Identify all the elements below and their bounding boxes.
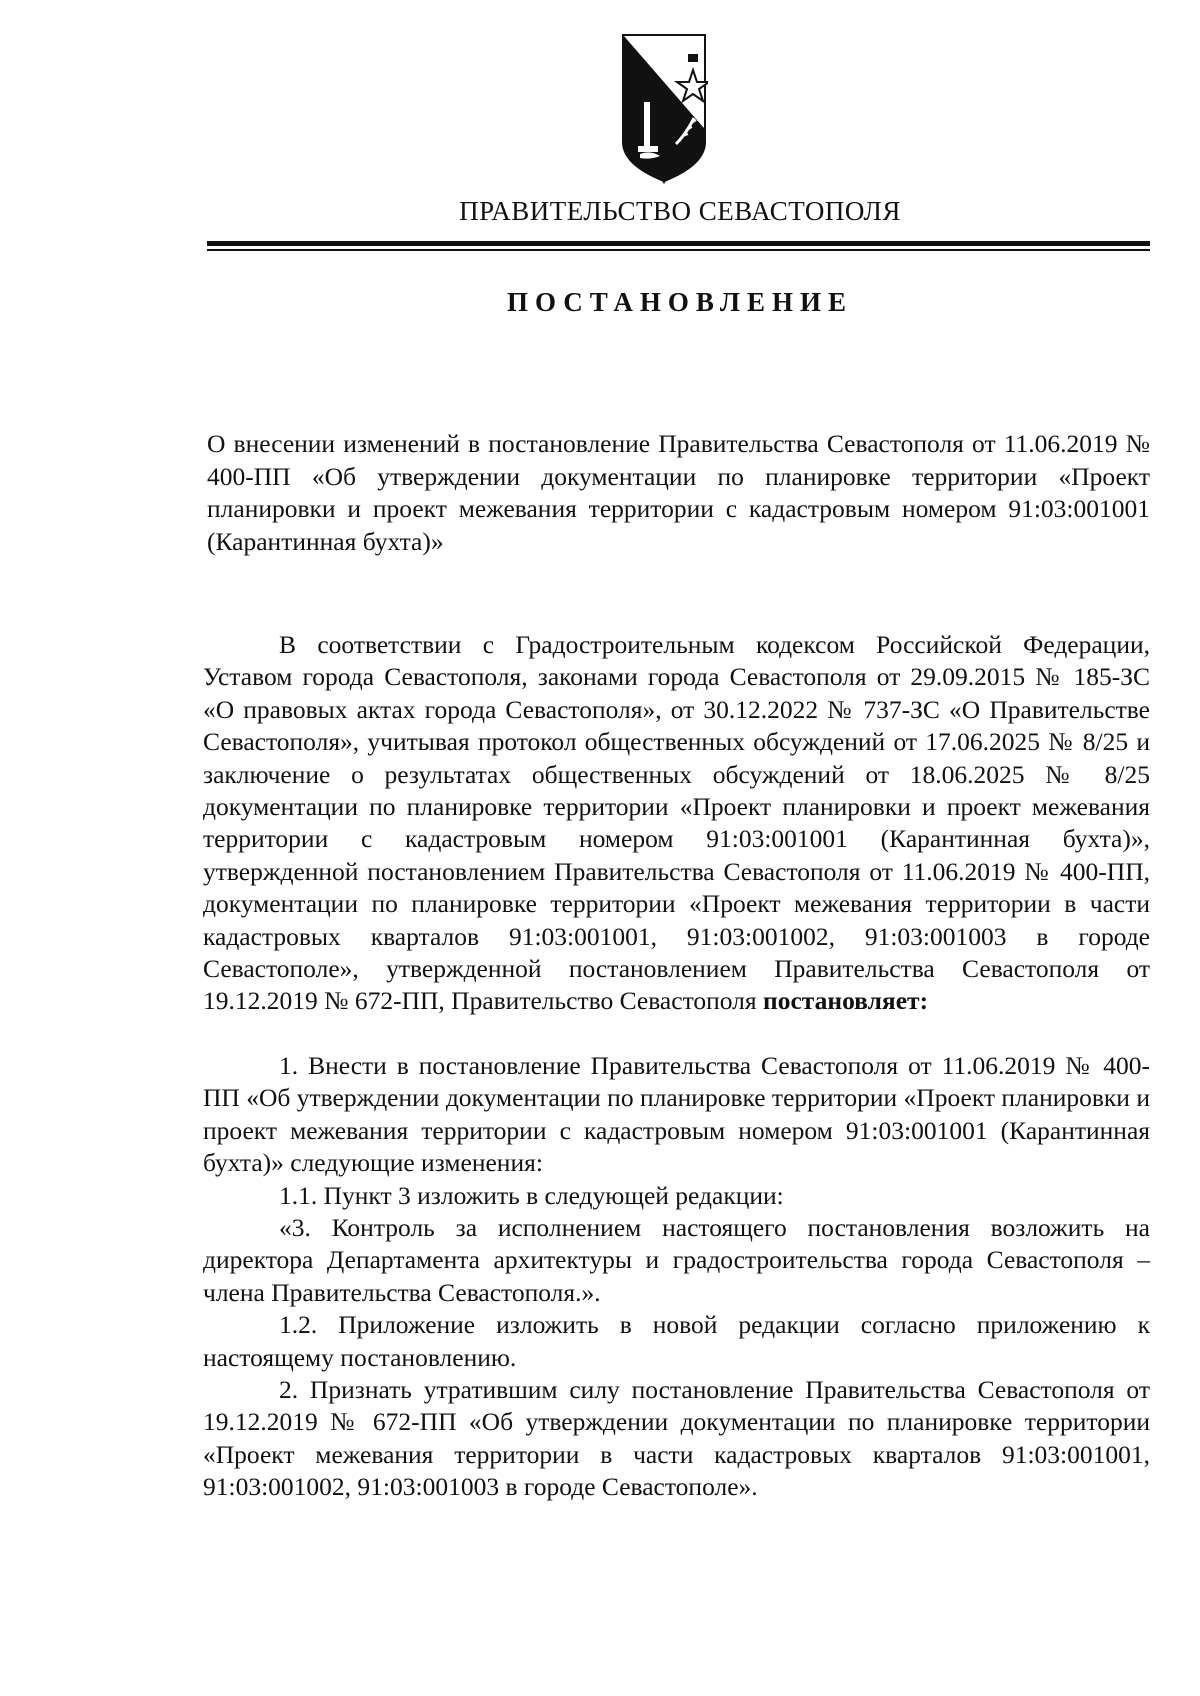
- preamble-keyword: постановляет:: [763, 986, 929, 1016]
- clause-3-new-wording: «3. Контроль за исполнением настоящего постановления возложить на директора Департамента архитектуры и градостроительства города Севастополя – члена Правительства Севастополя.».: [203, 1212, 1150, 1307]
- document-subject: О внесении изменений в постановление Правительства Севастополя от 11.06.2019 № 400-ПП «Об утверждении документации по планировке территории «Проект планировки и проект межевания территории с кадастровым номером 91:03:001001 (Карантинная бухта)»: [207, 429, 1150, 556]
- header-divider-thick: [207, 241, 1150, 246]
- preamble-paragraph: [203, 629, 1150, 1018]
- clause-1-2: 1.2. Приложение изложить в новой редакции согласно приложению к настоящему постановлению.: [203, 1310, 1150, 1372]
- document-type-heading: ПОСТАНОВЛЕНИЕ: [506, 287, 854, 317]
- preamble-text: В соответствии с Градостроительным кодексом Российской Федерации, Уставом города Севастополя, законами города Севастополя от 29.09.2015 № 185-ЗС «О правовых актах города Севастополя», от 30.12.2022 № 737-ЗС «О Правительстве Севастополя», учитывая протокол общественных обсуждений от 17.06.2025 № 8/25 и заключение о результатах общественных обсуждений от 18.06.2025 № 8/25 документации по планировке территории «Проект планировки и проект межевания территории с кадастровым номером 91:03:001001 (Карантинная бухта)», утвержденной постановлением Правительства Севастополя от 11.06.2019 № 400-ПП, документации по планировке территории «Проект межевания территории в части кадастровых кварталов 91:03:001001, 91:03:001002, 91:03:001003 в городе Севастополе», утвержденной постановлением Правительства Севастополя от 19.12.2019 № 672-ПП, Правительство Севастополя: [203, 630, 1150, 1016]
- document-body: [203, 629, 1150, 1504]
- sevastopol-coat-of-arms-icon: [620, 32, 708, 184]
- header-divider-thin: [207, 249, 1150, 251]
- clause-2: 2. Признать утратившим силу постановление Правительства Севастополя от 19.12.2019 № 672-ПП «Об утверждении документации по планировке территории «Проект межевания территории в части кадастровых кварталов 91:03:001001, 91:03:001002, 91:03:001003 в городе Севастополе».: [203, 1374, 1150, 1502]
- government-title: ПРАВИТЕЛЬСТВО СЕВАСТОПОЛЯ: [459, 196, 901, 226]
- clause-1: 1. Внести в постановление Правительства Севастополя от 11.06.2019 № 400-ПП «Об утверждении документации по планировке территории «Проект планировки и проект межевания территории с кадастровым номером 91:03:001001 (Карантинная бухта)» следующие изменения:: [203, 1050, 1150, 1178]
- clause-1-1: 1.1. Пункт 3 изложить в следующей редакции:: [279, 1180, 784, 1210]
